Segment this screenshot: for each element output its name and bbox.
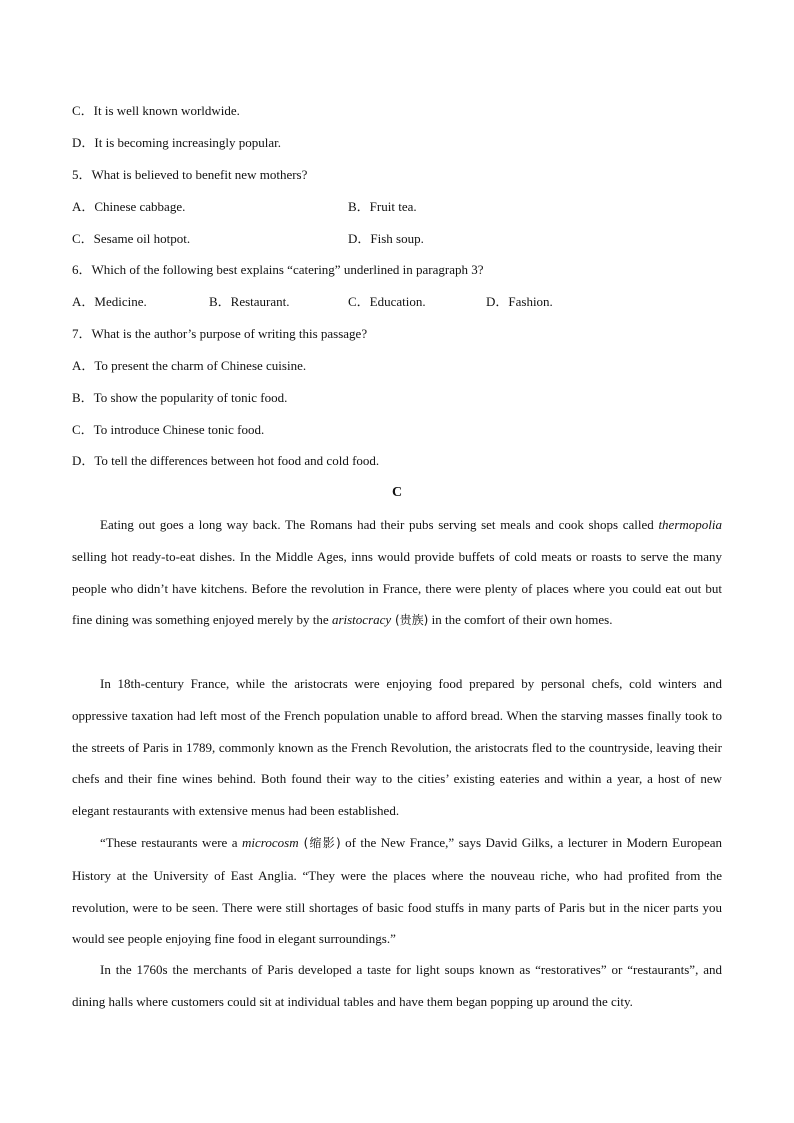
p1-gloss-aristocracy: (贵族) [391, 613, 429, 628]
p3-text-d: of the New France,” says David Gilks, a lecturer in Modern European History at the University of East Anglia. “They were the places where the nouveau riche, who had profited from the revolution, were to be seen. There were still shortages of basic food stuffs in many parts of Paris but in the nicer parts you would see people enjoying fine food in elegant surroundings.” [72, 835, 722, 947]
p3-term-microcosm: microcosm [242, 835, 299, 850]
q5-option-b: B．Fruit tea. [348, 199, 417, 214]
p1-text-a: Eating out goes a long way back. The Romans had their pubs serving set meals and cook shops called [100, 517, 659, 532]
p1-text-c: selling hot ready-to-eat dishes. In the Middle Ages, inns would provide buffets of cold meats or roasts to serve the many people who didn’t have kitchens. Before the revolution in France, there were plenty of places where you could eat out but fine dining was something enjoyed merely by the [72, 548, 722, 628]
section-title: C [391, 485, 403, 500]
q6-option-c: C．Education. [348, 294, 426, 309]
q5-option-a: A．Chinese cabbage. [72, 199, 186, 214]
p3-text-a: “These restaurants were a [100, 835, 243, 850]
p3-gloss-microcosm: (缩影) [298, 836, 341, 850]
q6-option-d: D．Fashion. [486, 294, 553, 309]
q5-option-d: D．Fish soup. [348, 231, 424, 246]
q5-stem: 5．What is believed to benefit new mothers? [72, 167, 308, 182]
q6-option-b: B．Restaurant. [209, 294, 290, 309]
q6-option-a: A．Medicine. [72, 294, 147, 309]
q7-stem: 7．What is the author’s purpose of writing this passage? [72, 326, 368, 341]
p1-term-aristocracy: aristocracy [331, 612, 392, 628]
paragraph-4: In the 1760s the merchants of Paris developed a taste for light soups known as “restoratives” or “restaurants”, and dining halls where customers could sit at individual tables and have them began popping up around the city. [72, 962, 722, 1009]
paragraph-3 [72, 827, 722, 955]
q7-option-b: B．To show the popularity of tonic food. [72, 390, 288, 405]
q4-option-c: C．It is well known worldwide. [72, 103, 240, 118]
q7-option-d: D．To tell the differences between hot food and cold food. [72, 453, 380, 468]
paragraph-1 [72, 509, 722, 637]
q6-stem: 6．Which of the following best explains “catering” underlined in paragraph 3? [72, 262, 484, 277]
p1-text-f: in the comfort of their own homes. [428, 612, 613, 628]
q7-option-c: C．To introduce Chinese tonic food. [72, 422, 265, 437]
p1-term-thermopolia: thermopolia [658, 517, 722, 532]
q5-option-c: C．Sesame oil hotpot. [72, 231, 191, 246]
q7-option-a: A．To present the charm of Chinese cuisine. [72, 358, 307, 373]
q4-option-d: D．It is becoming increasingly popular. [72, 135, 282, 150]
paragraph-2: In 18th-century France, while the aristocrats were enjoying food prepared by personal chefs, cold winters and oppressive taxation had left most of the French population unable to afford bread. When the starving masses finally took to the streets of Paris in 1789, commonly known as the French Revolution, the aristocrats fled to the countryside, leaving their chefs and their fine wines behind. Both found their way to the cities’ existing eateries and within a year, a host of new elegant restaurants with extensive menus had been established. [72, 676, 722, 818]
